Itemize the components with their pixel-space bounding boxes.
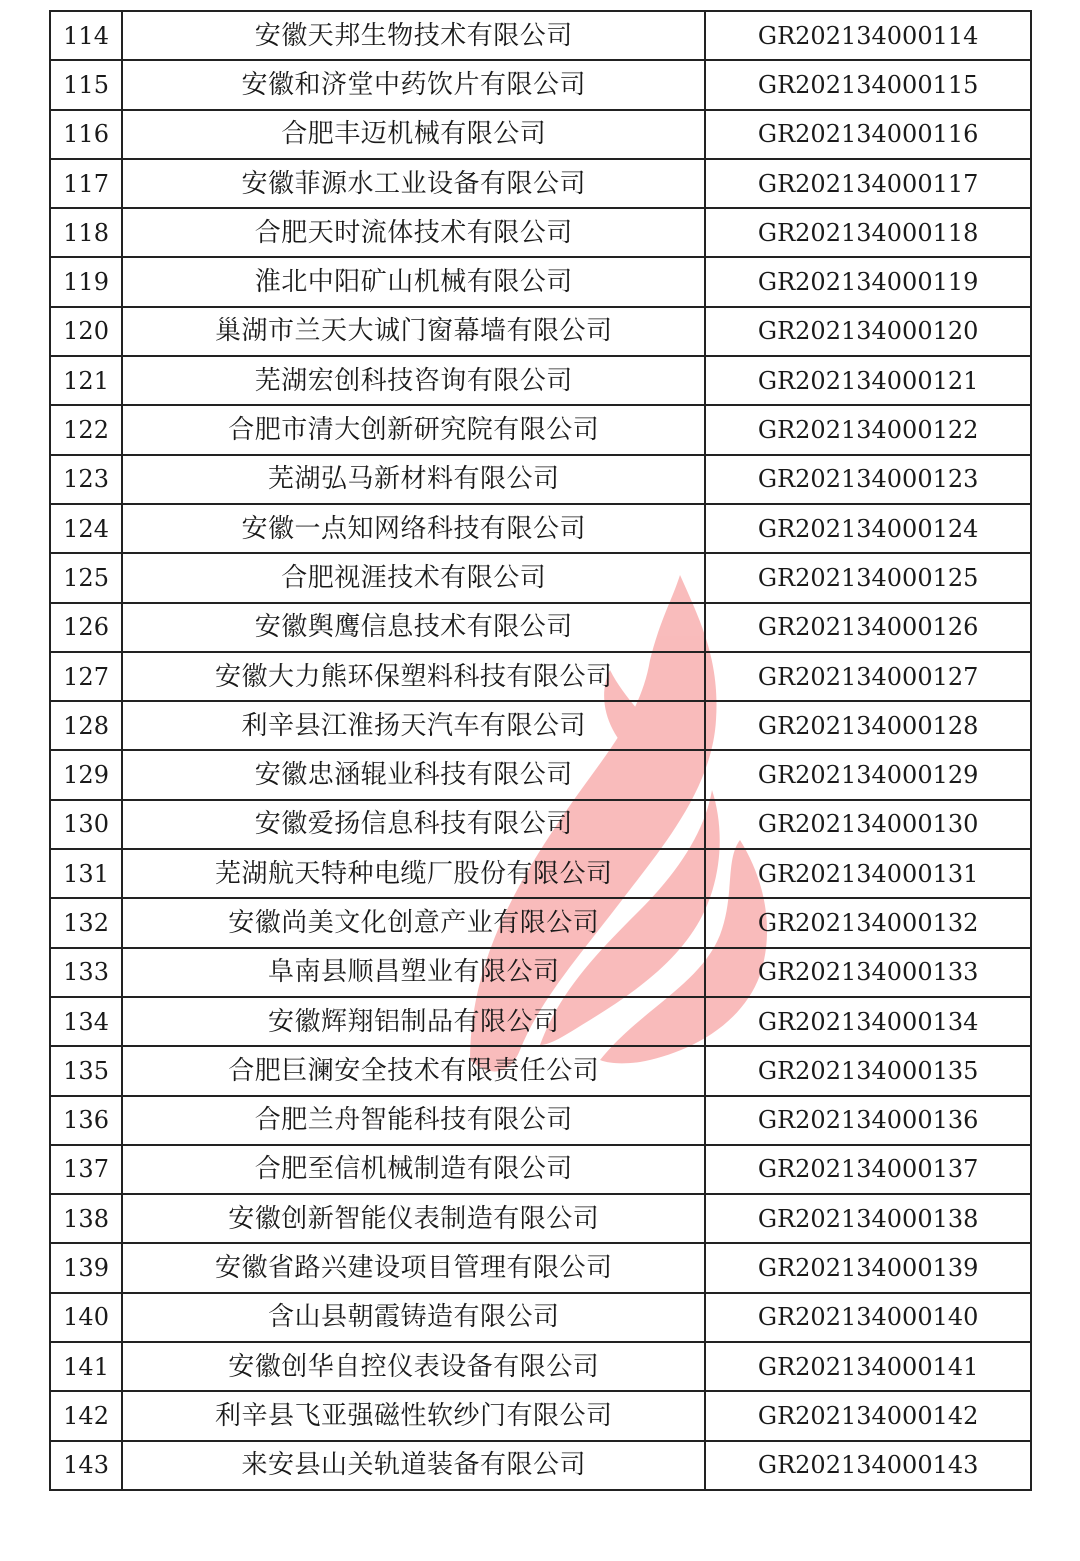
row-number: 138: [50, 1194, 122, 1243]
certificate-code: GR202134000121: [705, 356, 1031, 405]
row-number: 143: [50, 1441, 122, 1490]
company-name: 合肥兰舟智能科技有限公司: [122, 1096, 705, 1145]
table-row: [50, 553, 1031, 602]
certificate-code: GR202134000129: [705, 750, 1031, 799]
company-name: 芜湖弘马新材料有限公司: [122, 455, 705, 504]
company-name: 安徽菲源水工业设备有限公司: [122, 159, 705, 208]
row-number: 123: [50, 455, 122, 504]
row-number: 134: [50, 997, 122, 1046]
row-number: 136: [50, 1096, 122, 1145]
certificate-code: GR202134000142: [705, 1391, 1031, 1440]
row-number: 120: [50, 307, 122, 356]
table-row: [50, 701, 1031, 750]
row-number: 116: [50, 110, 122, 159]
certificate-code: GR202134000125: [705, 553, 1031, 602]
company-name: 巢湖市兰天大诚门窗幕墙有限公司: [122, 307, 705, 356]
certificate-code: GR202134000118: [705, 208, 1031, 257]
certificate-code: GR202134000134: [705, 997, 1031, 1046]
row-number: 128: [50, 701, 122, 750]
row-number: 115: [50, 60, 122, 109]
table-row: [50, 1441, 1031, 1490]
company-name: 芜湖航天特种电缆厂股份有限公司: [122, 849, 705, 898]
certificate-code: GR202134000124: [705, 504, 1031, 553]
row-number: 119: [50, 257, 122, 306]
table-row: [50, 504, 1031, 553]
company-name: 安徽舆鹰信息技术有限公司: [122, 603, 705, 652]
company-name: 合肥至信机械制造有限公司: [122, 1145, 705, 1194]
company-name: 阜南县顺昌塑业有限公司: [122, 948, 705, 997]
row-number: 132: [50, 898, 122, 947]
company-name: 安徽辉翔铝制品有限公司: [122, 997, 705, 1046]
company-name: 芜湖宏创科技咨询有限公司: [122, 356, 705, 405]
row-number: 139: [50, 1243, 122, 1292]
company-name: 合肥视涯技术有限公司: [122, 553, 705, 602]
company-name: 安徽尚美文化创意产业有限公司: [122, 898, 705, 947]
table-row: [50, 60, 1031, 109]
row-number: 121: [50, 356, 122, 405]
table-row: [50, 1046, 1031, 1095]
table-row: [50, 257, 1031, 306]
company-name: 利辛县江淮扬天汽车有限公司: [122, 701, 705, 750]
row-number: 130: [50, 800, 122, 849]
table-row: [50, 898, 1031, 947]
company-name: 安徽创新智能仪表制造有限公司: [122, 1194, 705, 1243]
table-row: [50, 1194, 1031, 1243]
row-number: 140: [50, 1293, 122, 1342]
company-name: 合肥天时流体技术有限公司: [122, 208, 705, 257]
certificate-code: GR202134000140: [705, 1293, 1031, 1342]
table-row: [50, 652, 1031, 701]
certificate-code: GR202134000119: [705, 257, 1031, 306]
table-row: [50, 356, 1031, 405]
row-number: 135: [50, 1046, 122, 1095]
company-name: 安徽创华自控仪表设备有限公司: [122, 1342, 705, 1391]
certificate-code: GR202134000137: [705, 1145, 1031, 1194]
table-row: [50, 405, 1031, 454]
company-name: 安徽省路兴建设项目管理有限公司: [122, 1243, 705, 1292]
row-number: 137: [50, 1145, 122, 1194]
certificate-code: GR202134000123: [705, 455, 1031, 504]
table-row: [50, 455, 1031, 504]
certificate-code: GR202134000132: [705, 898, 1031, 947]
row-number: 142: [50, 1391, 122, 1440]
table-row: [50, 11, 1031, 60]
row-number: 118: [50, 208, 122, 257]
table-row: [50, 800, 1031, 849]
row-number: 141: [50, 1342, 122, 1391]
company-name: 来安县山关轨道装备有限公司: [122, 1441, 705, 1490]
certificate-code: GR202134000114: [705, 11, 1031, 60]
certificate-code: GR202134000133: [705, 948, 1031, 997]
row-number: 127: [50, 652, 122, 701]
certificate-code: GR202134000136: [705, 1096, 1031, 1145]
table-row: [50, 208, 1031, 257]
certificate-code: GR202134000138: [705, 1194, 1031, 1243]
row-number: 114: [50, 11, 122, 60]
certificate-code: GR202134000127: [705, 652, 1031, 701]
company-name: 安徽大力熊环保塑料科技有限公司: [122, 652, 705, 701]
company-name: 安徽爱扬信息科技有限公司: [122, 800, 705, 849]
certificate-code: GR202134000126: [705, 603, 1031, 652]
certificate-code: GR202134000115: [705, 60, 1031, 109]
certificate-code: GR202134000143: [705, 1441, 1031, 1490]
company-name: 安徽忠涵辊业科技有限公司: [122, 750, 705, 799]
company-name: 安徽一点知网络科技有限公司: [122, 504, 705, 553]
company-name: 合肥市清大创新研究院有限公司: [122, 405, 705, 454]
certificate-code: GR202134000116: [705, 110, 1031, 159]
table-row: [50, 159, 1031, 208]
table-row: [50, 750, 1031, 799]
certificate-code: GR202134000128: [705, 701, 1031, 750]
table-row: [50, 307, 1031, 356]
row-number: 125: [50, 553, 122, 602]
row-number: 126: [50, 603, 122, 652]
company-name: 利辛县飞亚强磁性软纱门有限公司: [122, 1391, 705, 1440]
row-number: 133: [50, 948, 122, 997]
company-name: 含山县朝霞铸造有限公司: [122, 1293, 705, 1342]
table-row: [50, 1342, 1031, 1391]
table-row: [50, 997, 1031, 1046]
table-row: [50, 1293, 1031, 1342]
certificate-code: GR202134000130: [705, 800, 1031, 849]
row-number: 131: [50, 849, 122, 898]
certificate-code: GR202134000120: [705, 307, 1031, 356]
row-number: 129: [50, 750, 122, 799]
table-row: [50, 1391, 1031, 1440]
certificate-code: GR202134000139: [705, 1243, 1031, 1292]
table-row: [50, 603, 1031, 652]
row-number: 124: [50, 504, 122, 553]
table-row: [50, 948, 1031, 997]
certificate-code: GR202134000135: [705, 1046, 1031, 1095]
table-row: [50, 110, 1031, 159]
table-row: [50, 1096, 1031, 1145]
company-name: 合肥丰迈机械有限公司: [122, 110, 705, 159]
table-row: [50, 1145, 1031, 1194]
company-name: 淮北中阳矿山机械有限公司: [122, 257, 705, 306]
company-name: 安徽天邦生物技术有限公司: [122, 11, 705, 60]
row-number: 122: [50, 405, 122, 454]
certificate-code: GR202134000131: [705, 849, 1031, 898]
row-number: 117: [50, 159, 122, 208]
company-name: 安徽和济堂中药饮片有限公司: [122, 60, 705, 109]
certificate-table: [49, 10, 1032, 1491]
table-body: [50, 11, 1031, 1490]
table-row: [50, 849, 1031, 898]
company-name: 合肥巨澜安全技术有限责任公司: [122, 1046, 705, 1095]
certificate-code: GR202134000141: [705, 1342, 1031, 1391]
certificate-code: GR202134000122: [705, 405, 1031, 454]
certificate-code: GR202134000117: [705, 159, 1031, 208]
table-row: [50, 1243, 1031, 1292]
